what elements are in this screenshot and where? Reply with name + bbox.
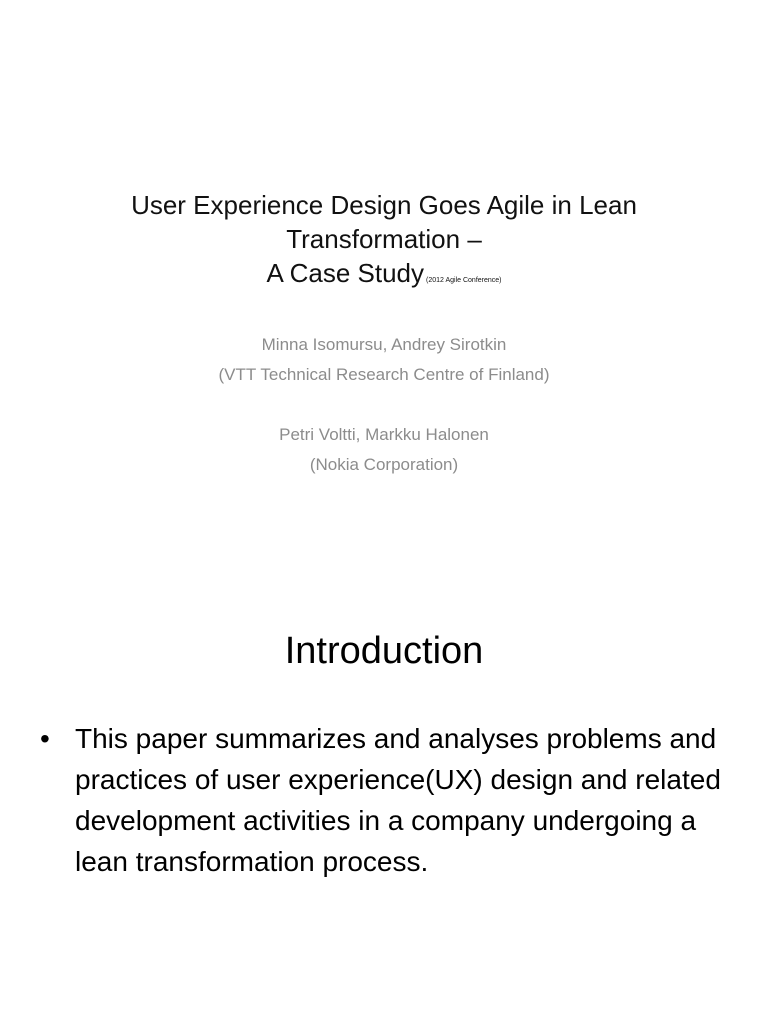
title-line-2: Transformation – [286, 224, 482, 254]
conference-note: (2012 Agile Conference) [426, 277, 502, 284]
slide-title: Introduction [284, 630, 484, 672]
title-line-1: User Experience Design Goes Agile in Lean [131, 190, 637, 220]
bullet-item [40, 718, 730, 882]
bullet-list [40, 718, 730, 882]
authors-group-vtt [60, 330, 708, 390]
author-names: Minna Isomursu, Andrey Sirotkin [261, 335, 507, 354]
introduction-slide [0, 576, 768, 1024]
author-affiliation: (VTT Technical Research Centre of Finland) [218, 365, 550, 384]
title-line-3-text: A Case Study [266, 258, 425, 288]
bullet-marker: • [40, 723, 50, 754]
authors-group-nokia [60, 420, 708, 480]
slide-title [60, 188, 708, 290]
bullet-text: This paper summarizes and analyses problems and practices of user experience(UX) design and related development activities in a company undergoing a lean transformation process. [75, 723, 721, 877]
author-names: Petri Voltti, Markku Halonen [279, 425, 489, 444]
author-affiliation: (Nokia Corporation) [309, 455, 459, 474]
title-line-3 [60, 256, 708, 290]
